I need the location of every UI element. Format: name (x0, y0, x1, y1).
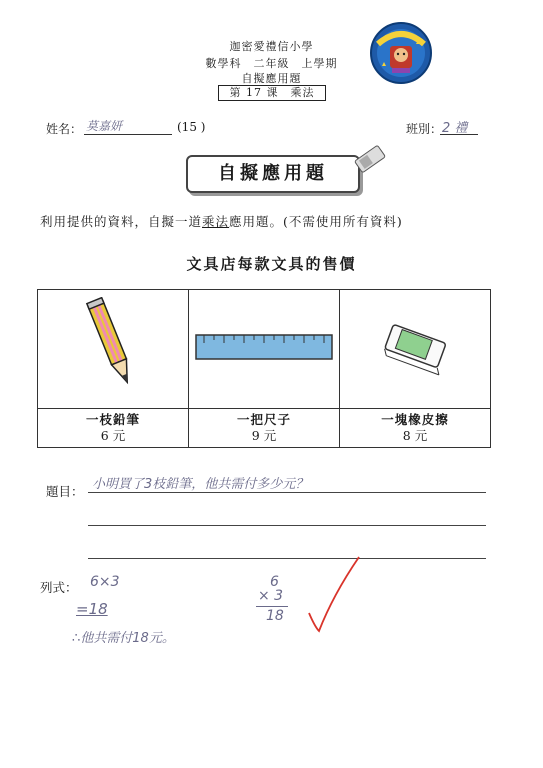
answer-line-2 (88, 525, 486, 526)
pencil-price: 6 元 (100, 428, 126, 443)
price-table-title: 文具店每款文具的售價 (186, 255, 357, 273)
price-image-row (38, 290, 491, 409)
vertical-multiplier: × 3 (258, 588, 284, 604)
eraser-price: 8 元 (402, 428, 428, 443)
answer-line-3 (88, 558, 486, 559)
teacher-check-mark-icon (305, 555, 365, 639)
class-underline (440, 133, 478, 135)
worksheet-title: 自擬應用題 (241, 72, 302, 85)
pencil-icon (83, 382, 143, 401)
pencil-name: 一枝鉛筆 (85, 412, 140, 427)
instruction-after: 應用題。(不需使用所有資料) (229, 214, 403, 229)
working-result: =18 (76, 600, 108, 618)
working-label: 列式： (40, 580, 78, 595)
name-underline (84, 133, 172, 135)
ruler-name: 一把尺子 (236, 412, 291, 427)
name-value: 莫嘉妍 (86, 119, 123, 133)
school-badge-logo (370, 22, 432, 84)
eraser-label-cell (340, 409, 491, 448)
question-answer: 小明買了3枝鉛筆，他共需付多少元？ (92, 477, 309, 492)
price-label-row (38, 409, 491, 448)
pencil-cell (38, 290, 189, 409)
vertical-bottom: 18 (266, 608, 284, 624)
pencil-label-cell (38, 409, 189, 448)
ruler-price: 9 元 (251, 428, 277, 443)
student-number: (15 ) (177, 120, 206, 134)
working-expression: 6×3 (90, 574, 120, 590)
instruction-text (40, 212, 403, 230)
ruler-icon (194, 350, 334, 369)
answer-line-1 (88, 492, 486, 493)
class-label: 班別： (406, 122, 443, 136)
name-label: 姓名： (46, 122, 83, 136)
question-label: 題目： (46, 484, 84, 499)
ruler-label-cell (189, 409, 340, 448)
title-banner: 自擬應用題 (186, 155, 360, 193)
vertical-line (256, 606, 288, 607)
subject-line: 數學科 二年級 上學期 (205, 57, 338, 70)
eraser-cell (340, 290, 491, 409)
eraser-name: 一塊橡皮擦 (381, 412, 449, 427)
price-table (37, 289, 491, 448)
lesson-box: 第 17 课 乘法 (218, 85, 326, 101)
ruler-cell (189, 290, 340, 409)
vertical-top: 6 (270, 574, 279, 590)
class-value: 2 禮 (442, 121, 468, 136)
school-name: 迦密愛禮信小學 (229, 40, 314, 53)
pencil-eraser-decoration-icon (346, 140, 392, 184)
working-conclusion: ∴他共需付18元。 (72, 631, 175, 646)
eraser-icon (375, 362, 455, 381)
instruction-keyword: 乘法 (202, 214, 230, 229)
instruction-before: 利用提供的資料，自擬一道 (40, 214, 203, 229)
